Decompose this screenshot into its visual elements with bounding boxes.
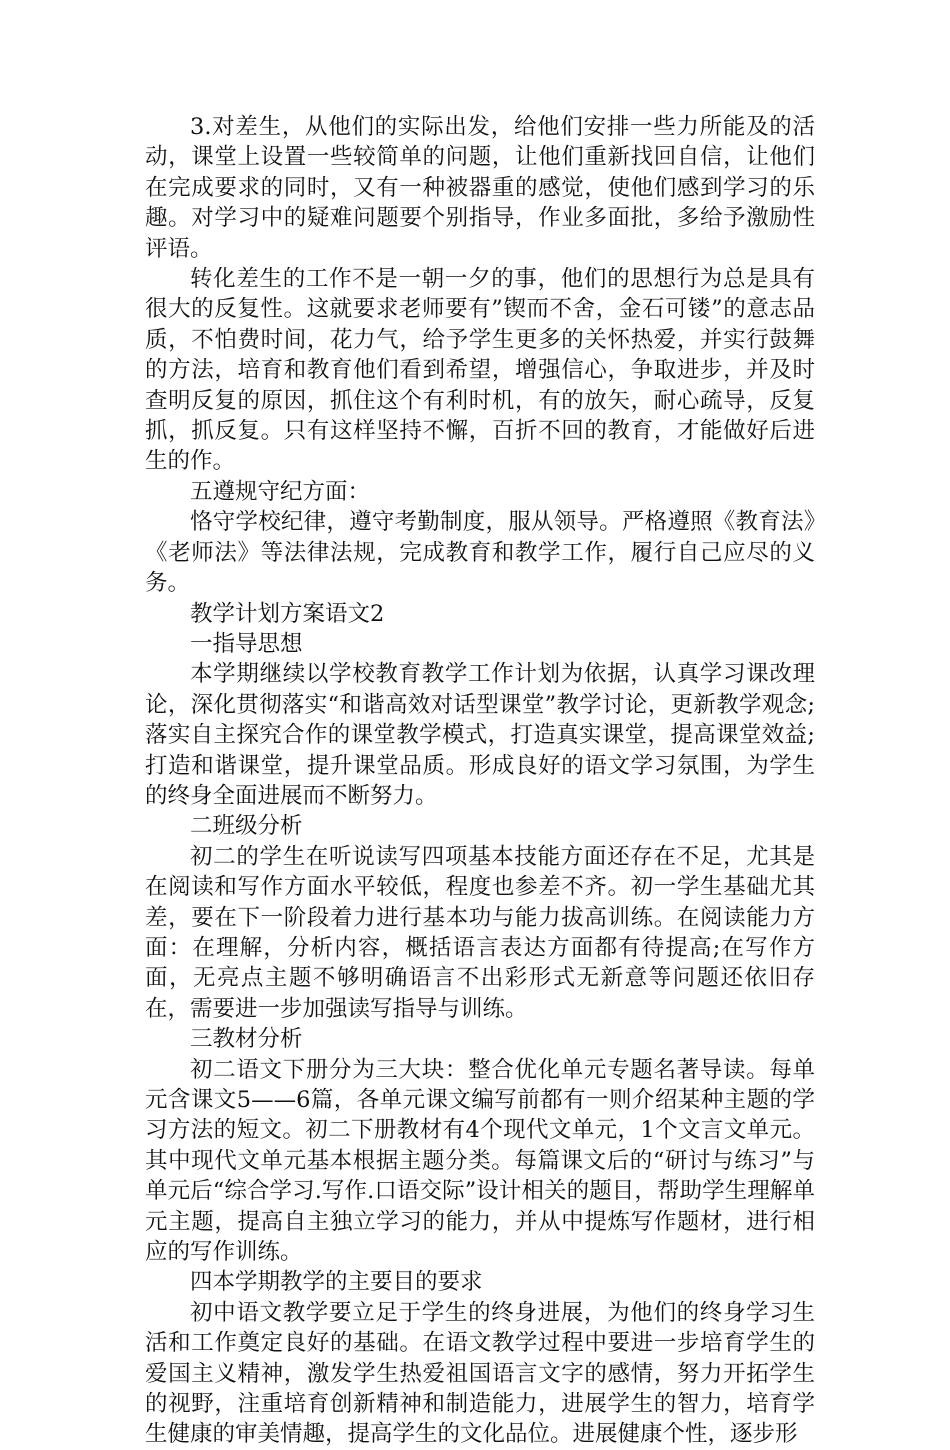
section-heading-2: 二班级分析	[190, 813, 303, 840]
document-title-2: 教学计划方案语文2	[190, 600, 385, 627]
paragraph-6: 初二语文下册分为三大块：整合优化单元专题名著导读。每单元含课文5——6篇，各单元课文编写前都有一则介绍某种主题的学习方法的短文。初二下册教材有4个现代文单元，1个文言文单元。其中现代文单元基本根据主题分类。每篇课文后的“研讨与练习”与单元后“综合学习.写作.口语交际”设计相关的题目，帮助学生理解单元主题，提高自主独立学习的能力，并从中提炼写作题材，进行相应的写作训练。	[145, 1056, 815, 1266]
paragraph-3: 恪守学校纪律，遵守考勤制度，服从领导。严格遵照《教育法》《老师法》等法律法规，完成教育和教学工作，履行自己应尽的义务。	[145, 509, 815, 597]
section-heading-3: 三教材分析	[190, 1026, 303, 1053]
section-heading-4: 四本学期教学的主要目的要求	[190, 1269, 483, 1296]
section-heading-5: 五遵规守纪方面：	[190, 478, 371, 505]
paragraph-5: 初二的学生在听说读写四项基本技能方面还存在不足，尤其是在阅读和写作方面水平较低，程度也参差不齐。初一学生基础尤其差，要在下一阶段着力进行基本功与能力拔高训练。在阅读能力方面：在理解，分析内容，概括语言表达方面都有待提高;在写作方面，无亮点主题不够明确语言不出彩形式无新意等问题还依旧存在，需要进一步加强读写指导与训练。	[145, 843, 815, 1022]
section-heading-1: 一指导思想	[190, 630, 303, 657]
paragraph-2: 转化差生的工作不是一朝一夕的事，他们的思想行为总是具有很大的反复性。这就要求老师要有”锲而不舍，金石可镂”的意志品质，不怕费时间，花力气，给予学生更多的关怀热爱，并实行鼓舞的方法，培育和教育他们看到希望，增强信心，争取进步，并及时查明反复的原因，抓住这个有利时机，有的放矢，耐心疏导，反复抓，抓反复。只有这样坚持不懈，百折不回的教育，才能做好后进生的作。	[145, 266, 815, 475]
paragraph-7: 初中语文教学要立足于学生的终身进展，为他们的终身学习生活和工作奠定良好的基础。在语文教学过程中要进一步培育学生的爱国主义精神，激发学生热爱祖国语言文字的感情，努力开拓学生的视野，注重培育创新精神和制造能力，进展学生的智力，培育学生健康的审美情趣，提高学生的文化品位。进展健康个性，逐步形	[145, 1299, 815, 1448]
paragraph-4: 本学期继续以学校教育教学工作计划为依据，认真学习课改理论，深化贯彻落实“和谐高效对话型课堂”教学讨论，更新教学观念;落实自主探究合作的课堂教学模式，打造真实课堂，提高课堂效益;打造和谐课堂，提升课堂品质。形成良好的语文学习氛围，为学生的终身全面进展而不断努力。	[145, 661, 815, 809]
document-body	[145, 112, 815, 1450]
paragraph-1: 3.对差生，从他们的实际出发，给他们安排一些力所能及的活动，课堂上设置一些较简单的问题，让他们重新找回自信，让他们在完成要求的同时，又有一种被器重的感觉，使他们感到学习的乐趣。对学习中的疑难问题要个别指导，作业多面批，多给予激励性评语。	[145, 114, 815, 262]
